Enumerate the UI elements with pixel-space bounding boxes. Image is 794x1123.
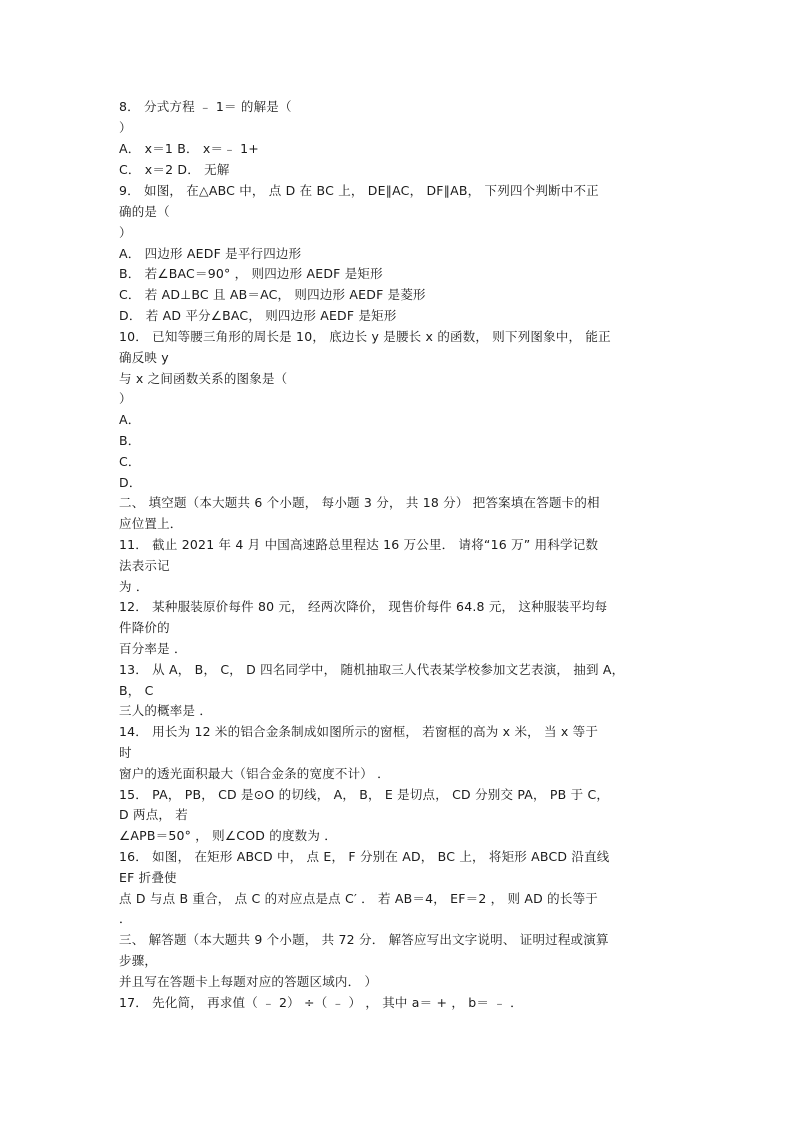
question-9-stem-cont: 确的是（ [119,204,170,219]
question-9-option-a: A． 四边形 AEDF 是平行四边形 [119,246,302,261]
section-3-heading-cont: 步骤， [119,953,158,968]
question-13-stem: 13． 从 A， B， C， D 四名同学中， 随机抽取三人代表某学校参加文艺表演， 抽到 A， [119,662,625,677]
question-12-stem-cont: 件降价的 [119,620,170,635]
question-9-option-c: C． 若 AD⊥BC 且 AB＝AC， 则四边形 AEDF 是菱形 [119,287,426,302]
question-8-stem: 8． 分式方程 ﹣ 1＝ 的解是（ [119,99,292,114]
question-17-stem: 17． 先化简， 再求值（ ﹣ 2） ÷（ ﹣ ） ， 其中 a＝ + ， b＝ ﹣ ． [119,995,523,1010]
section-2-heading: 二、 填空题（本大题共 6 个小题， 每小题 3 分， 共 18 分） 把答案填在答题卡的相 [119,495,600,510]
question-16-stem: 16． 如图， 在矩形 ABCD 中， 点 E， F 分别在 AD， BC 上， 将矩形 ABCD 沿直线 [119,849,610,864]
question-8-options-cd: C． x＝2 D． 无解 [119,162,230,177]
question-16-stem-cont2: 点 D 与点 B 重合， 点 C 的对应点是点 C′ ． 若 AB＝4， EF＝2 ， 则 AD 的长等于 [119,891,598,906]
question-10-stem-cont2: 与 x 之间函数关系的图象是（ [119,371,288,386]
section-3-heading: 三、 解答题（本大题共 9 个小题， 共 72 分． 解答应写出文字说明、 证明过程或演算 [119,932,609,947]
question-9-paren: ） [119,225,132,240]
question-13-stem-cont: B， C [119,683,154,698]
question-16-stem-cont: EF 折叠使 [119,870,177,885]
question-14-stem: 14． 用长为 12 米的铝合金条制成如图所示的窗框， 若窗框的高为 x 米， 当 x 等于 [119,724,599,739]
question-11-blank: 为 ． [119,579,149,594]
question-11-stem: 11． 截止 2021 年 4 月 中国高速路总里程达 16 万公里． 请将“16 万” 用科学记数 [119,537,599,552]
question-12-stem: 12． 某种服装原价每件 80 元， 经两次降价， 现售价每件 64.8 元， 这种服装平均每 [119,599,608,614]
question-15-stem-cont: D 两点， 若 [119,807,188,822]
question-16-blank: ． [119,911,132,926]
question-10-option-a: A． [119,412,141,427]
question-13-blank: 三人的概率是 ． [119,703,213,718]
question-9-option-d: D． 若 AD 平分∠BAC， 则四边形 AEDF 是矩形 [119,308,397,323]
question-10-stem-cont: 确反映 y [119,350,169,365]
question-8-options-ab: A． x＝1 B． x＝﹣ 1+ [119,141,259,156]
section-3-heading-cont2: 并且写在答题卡上每题对应的答题区域内． ） [119,974,378,989]
question-15-blank: ∠APB＝50° ， 则∠COD 的度数为 ． [119,828,337,843]
question-15-stem: 15． PA， PB， CD 是⊙O 的切线， A， B， E 是切点， CD 分别交 PA， PB 于 C， [119,787,610,802]
question-10-stem: 10． 已知等腰三角形的周长是 10， 底边长 y 是腰长 x 的函数， 则下列图象中， 能正 [119,329,611,344]
question-9-option-b: B． 若∠BAC＝90° ， 则四边形 AEDF 是矩形 [119,266,383,281]
question-12-blank: 百分率是 ． [119,641,187,656]
question-14-blank: 窗户的透光面积最大（铝合金条的宽度不计） ． [119,766,390,781]
question-10-paren: ） [119,391,132,406]
question-10-option-d: D． [119,475,142,490]
question-11-stem-cont: 法表示记 [119,558,170,573]
question-14-stem-cont: 时 [119,745,132,760]
section-2-heading-cont: 应位置上． [119,516,183,531]
question-9-stem: 9． 如图， 在△ABC 中， 点 D 在 BC 上， DE∥AC， DF∥AB， 下列四个判断中不正 [119,183,599,198]
question-10-option-c: C． [119,454,141,469]
question-8-paren: ） [119,120,132,135]
question-10-option-b: B． [119,433,141,448]
